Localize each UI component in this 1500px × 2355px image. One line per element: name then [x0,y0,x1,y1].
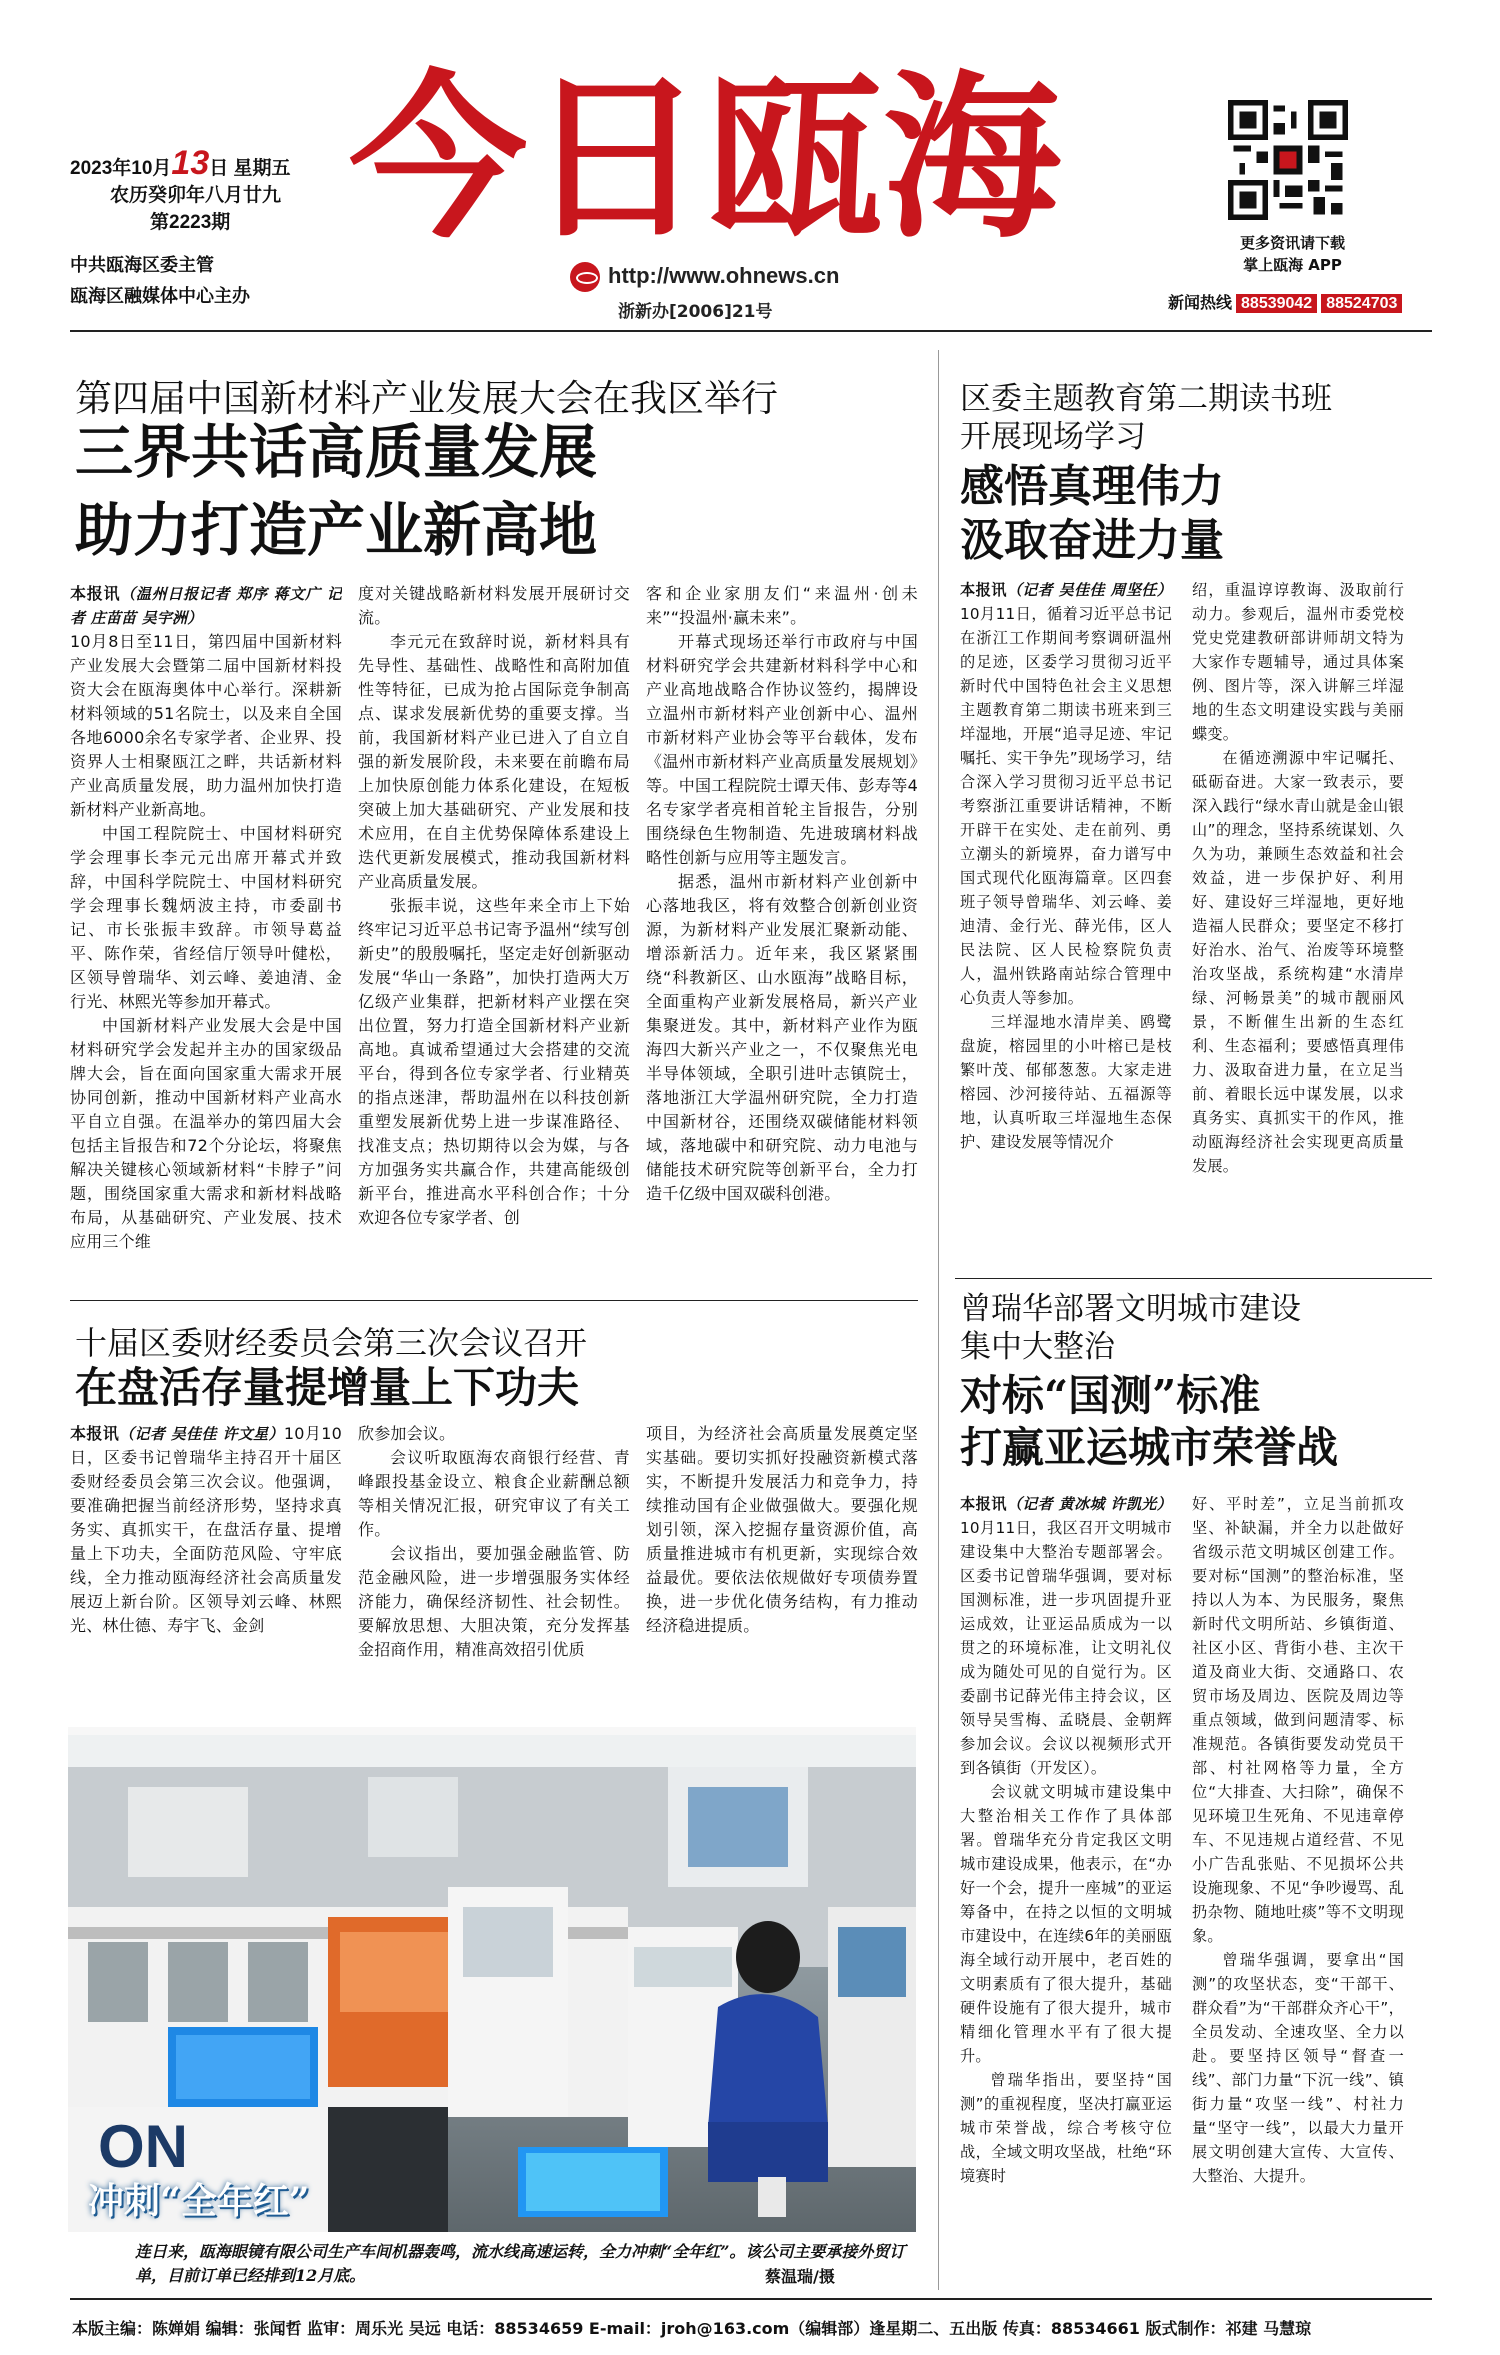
article2-paragraph: 欣参加会议。 [358,1424,456,1443]
article1-column-1 [70,582,342,1348]
date-prefix: 2023年10月 [70,158,172,179]
article4-column-2 [1192,1492,1404,2284]
article2-paragraph: 10月10日，区委书记曾瑞华主持召开十届区委财经委员会第三次会议。他强调，要准确把握当前经济形势，坚持求真务实、真抓实干，在盘活存量、提增量上下功夫，全面防范风险、守牢底线，全力推动瓯海经济社会高质量发展迈上新台阶。区领导刘云峰、林熙光、林仕德、寿宇飞、金剑 [70,1424,342,1635]
article1-paragraph: 张振丰说，这些年来全市上下始终牢记习近平总书记寄予温州“续写创新史”的殷殷嘱托，坚定走好创新驱动发展“华山一条路”，加快打造两大万亿级产业集群，把新材料产业摆在突出位置，努力打造全国新材料产业新高地。真诚希望通过大会搭建的交流平台，得到各位专家学者、行业精英的指点迷津，帮助温州在以科技创新重塑发展新优势上进一步谋准路径、找准支点；热切期待以会为媒，与各方加强务实共赢合作，共建高能级创新平台，推进高水平科创合作；十分欢迎各位专家学者、创 [358,896,630,1227]
qr-caption-line1: 更多资讯请下载 [1239,234,1345,252]
qr-code-icon[interactable] [1228,100,1348,220]
hotline-number-1[interactable]: 88539042 [1236,294,1317,313]
article3-headline-2: 汲取奋进力量 [960,515,1224,566]
article1-paragraph: 客和企业家朋友们“来温州·创未来”“投温州·赢未来”。 [646,584,918,627]
title-text: 今日瓯海 [349,53,1061,260]
article1-paragraph: 李元元在致辞时说，新材料具有先导性、基础性、战略性和高附加值性等特征，已成为抢占国际竞争制高点、谋求发展新优势的重要支撑。当前，我国新材料产业已进入了自立自强的新发展阶段，未来要在前瞻布局上加快原创能力体系化建设，在短板突破上加大基础研究、产业发展和技术应用，在自主优势保障体系建设上迭代更新发展模式，推动我国新材料产业高质量发展。 [358,632,630,891]
article3-kicker-2: 开展现场学习 [960,419,1146,455]
factory-photo [68,1727,916,2232]
photo-credit: 蔡温瑞/摄 [765,2267,835,2286]
article1-paragraph: 度对关键战略新材料发展开展研讨交流。 [358,584,630,627]
article2-column-2 [358,1422,630,1710]
photo-caption: 连日来，瓯海眼镜有限公司生产车间机器轰鸣，流水线高速运转，全力冲刺“全年红”。该公司主要承接外贸订单，目前订单已经排到12月底。 [135,2242,906,2285]
photo-caption-badge: 冲刺“全年红” [88,2180,310,2222]
article2-paragraph: 会议指出，要加强金融监管、防范金融风险，进一步增强服务实体经济能力，确保经济韧性、社会韧性。要解放思想、大胆决策，充分发挥基金招商作用，精准高效招引优质 [358,1544,630,1659]
article1-divider [70,1300,918,1301]
footer-credits: 本版主编：陈婵娟 编辑：张闻哲 监审：周乐光 吴远 电话：88534659 E-mail：jroh@163.com（编辑部）逢星期二、五出版 传真：88534661 版式制作：祁建 马慧琼 [72,2319,1312,2338]
article2-kicker: 十届区委财经委员会第三次会议召开 [75,1324,588,1362]
article1-byline: （温州日报记者 郑序 蒋文广 记者 庄苗苗 吴宇洲） [70,585,342,627]
date-day: 13 [171,144,210,182]
article4-headline-2: 打赢亚运城市荣誉战 [960,1423,1339,1472]
masthead-divider [70,330,1432,332]
article2-headline: 在盘活存量提增量上下功夫 [75,1363,580,1412]
article4-headline-1: 对标“国测”标准 [960,1371,1261,1420]
article4-kicker-1: 曾瑞华部署文明城市建设 [960,1291,1301,1327]
article3-column-1 [960,578,1172,1290]
article3-kicker-1: 区委主题教育第二期读书班 [960,381,1332,417]
masthead [0,0,1500,325]
article1-paragraph: 中国新材料产业发展大会是中国材料研究学会发起并主办的国家级品牌大会，旨在面向国家重大需求开展协同创新，推动中国新材料产业高水平自立自强。在温举办的第四届大会包括主旨报告和72个分论坛，将聚焦解决关键核心领域新材料“卡脖子”问题，围绕国家重大需求和新材料战略布局，从基础研究、产业发展、技术应用三个维 [70,1016,342,1251]
footer-divider [70,2298,1432,2300]
article3-tag: 本报讯 [960,581,1007,599]
article2-byline: （记者 吴佳佳 许文星） [119,1425,284,1443]
article2-column-1 [70,1422,342,1710]
globe-icon [570,262,600,292]
article2-paragraph: 项目，为经济社会高质量发展奠定坚实基础。要切实抓好投融资新模式落实，不断提升发展活力和竞争力，持续推动国有企业做强做大。要强化规划引领，深入挖掘存量资源价值，高质量推进城市有机更新，实现综合效益最优。要依法依规做好专项债券置换，进一步优化债务结构，有力推动经济稳进提质。 [646,1424,918,1635]
article2-paragraph: 会议听取瓯海农商银行经营、青峰跟投基金设立、粮食企业薪酬总额等相关情况汇报，研究审议了有关工作。 [358,1448,630,1539]
article3-headline-1: 感悟真理伟力 [960,461,1224,512]
publish-date [70,144,291,182]
column-divider [938,350,939,2290]
article2-column-3 [646,1422,918,1710]
issue-number: 第2223期 [150,212,231,233]
article4-paragraph: 10月11日，我区召开文明城市建设集中大整治专题部署会。区委书记曾瑞华强调，要对标国测标准，进一步巩固提升亚运成效，让亚运品质成为一以贯之的环境标准，让文明礼仪成为随处可见的自觉行为。区委副书记薛光伟主持会议，区领导吴雪梅、孟晓晨、金朝辉参加会议。会议以视频形式开到各镇街（开发区）。 [960,1519,1172,1777]
article4-tag: 本报讯 [960,1495,1007,1513]
article4-column-1 [960,1492,1172,2284]
org-block [70,250,250,312]
article4-paragraph: 曾瑞华指出，要坚持“国测”的重视程度，坚决打赢亚运城市荣誉战，综合考核守位战，全域文明攻坚战，杜绝“环境赛时 [960,2071,1172,2185]
article3-paragraph: 三垟湿地水清岸美、鸥鹭盘旋，榕园里的小叶榕已是枝繁叶茂、郁郁葱葱。大家走进榕园、沙河接待站、五福源等地，认真听取三垟湿地生态保护、建设发展等情况介 [960,1013,1172,1151]
article1-paragraph: 中国工程院院士、中国材料研究学会理事长李元元出席开幕式并致辞，中国科学院院士、中国材料研究学会理事长魏炳波主持，市委副书记、市长张振丰致辞。市领导葛益平、陈作荣，省经信厅领导叶健松，区领导曾瑞华、刘云峰、姜迪清、金行光、林熙光等参加开幕式。 [70,824,342,1011]
article3-byline: （记者 吴佳佳 周坚任） [1006,581,1172,599]
article3-paragraph: 在循迹溯源中牢记嘱托、砥砺奋进。大家一致表示，要深入践行“绿水青山就是金山银山”的理念，坚持系统谋划、久久为功，兼顾生态效益和社会效益，进一步保护好、利用好、建设好三垟湿地，更好地造福人民群众；要坚定不移打好治水、治气、治废等环境整治攻坚战，系统构建“水清岸绿、河畅景美”的城市靓丽风景，不断催生出新的生态红利、生态福利；要感悟真理伟力、汲取奋进力量，在立足当前、着眼长远中谋发展，以求真务实、真抓实干的作风，推动瓯海经济社会实现更高质量发展。 [1192,749,1404,1175]
article2-tag: 本报讯 [70,1424,120,1443]
website-url[interactable] [570,262,839,292]
article1-column-2 [358,582,630,1348]
article4-paragraph: 会议就文明城市建设集中大整治相关工作作了具体部署。曾瑞华充分肯定我区文明城市建设成果，他表示，在“办好一个会，提升一座城”的亚运筹备中，在持之以恒的文明城市建设中，在连续6年的美丽瓯海全域行动开展中，老百姓的文明素质有了很大提升，基础硬件设施有了很大提升，城市精细化管理水平有了很大提升。 [960,1783,1172,2065]
news-hotline [1168,290,1402,313]
article1-headline-2: 助力打造产业新高地 [75,496,598,564]
article1-headline-1: 三界共话高质量发展 [75,418,598,486]
url-text[interactable]: http://www.ohnews.cn [608,262,840,288]
qr-caption [1195,232,1390,276]
article3-column-2 [1192,578,1404,1290]
article4-byline: （记者 黄冰城 许凯光） [1006,1495,1172,1513]
article1-kicker: 第四届中国新材料产业发展大会在我区举行 [75,377,778,420]
article4-paragraph: 好、平时差”，立足当前抓攻坚、补缺漏，并全力以赴做好省级示范文明城区创建工作。要对标“国测”的整治标准，坚持以人为本、为民服务，聚焦新时代文明所站、乡镇街道、社区小区、背街小巷、主次干道及商业大街、交通路口、农贸市场及周边、医院及周边等重点领域，做到问题清零、标准规范。各镇街要发动党员干部、村社网格等力量，全方位“大排查、大扫除”，确保不见环境卫生死角、不见违章停车、不见违规占道经营、不见小广告乱张贴、不见损坏公共设施现象、不见“争吵谩骂、乱扔杂物、随地吐痰”等不文明现象。 [1192,1495,1404,1945]
article1-tag: 本报讯 [70,584,121,603]
article1-paragraph: 开幕式现场还举行市政府与中国材料研究学会共建新材料科学中心和产业高地战略合作协议签约，揭牌设立温州市新材料产业创新中心、温州市新材料产业协会等平台载体，发布《温州市新材料产业高质量发展规划》等。中国工程院院士谭天伟、彭寿等4名专家学者亮相首轮主旨报告，分别围绕绿色生物制造、先进玻璃材料战略性创新与应用等主题发言。 [646,632,918,867]
qr-caption-line2: 掌上瓯海 APP [1243,256,1342,274]
svg-text:ON: ON [98,2113,188,2180]
article1-paragraph: 据悉，温州市新材料产业创新中心落地我区，将有效整合创新创业资源，为新材料产业发展汇聚新动能、增添新活力。近年来，我区紧紧围绕“科教新区、山水瓯海”战略目标，全面重构产业新发展格局，新兴产业集聚迸发。其中，新材料产业作为瓯海四大新兴产业之一，不仅聚焦光电半导体领域，全职引进叶志镇院士，落地浙江大学温州研究院，全力打造中国新材谷，还围绕双碳储能材料领域，落地碳中和研究院、动力电池与储能技术研究院等创新平台，全力打造千亿级中国双碳科创港。 [646,872,918,1203]
date-block [70,144,291,236]
article3-paragraph: 10月11日，循着习近平总书记在浙江工作期间考察调研温州的足迹，区委学习贯彻习近平新时代中国特色社会主义思想主题教育第二期读书班来到三垟湿地，开展“追寻足迹、牢记嘱托、实干争先”现场学习，结合深入学习贯彻习近平总书记考察浙江重要讲话精神，不断开辟干在实处、走在前列、勇立潮头的新境界，奋力谱写中国式现代化瓯海篇章。区四套班子领导曾瑞华、刘云峰、姜迪清、金行光、薛光伟，区人民法院、区人民检察院负责人，温州铁路南站综合管理中心负责人等参加。 [960,605,1172,1007]
permit-number: 浙新办[2006]21号 [618,302,773,322]
hotline-label: 新闻热线 [1168,293,1233,312]
date-suffix: 日 星期五 [209,158,291,179]
article3-divider [955,1278,1432,1279]
lunar-date: 农历癸卯年八月廿九 [110,185,282,206]
org-sponsor: 瓯海区融媒体中心主办 [70,286,250,307]
article1-paragraph: 10月8日至11日，第四届中国新材料产业发展大会暨第二届中国新材料投资大会在瓯海奥体中心举行。深耕新材料领域的51名院士，以及来自全国各地6000余名专家学者、企业界、投资界人士相聚瓯江之畔，共话新材料产业高质量发展，助力温州加快打造新材料产业新高地。 [70,632,342,819]
org-supervisor: 中共瓯海区委主管 [70,255,214,276]
article4-paragraph: 曾瑞华强调，要拿出“国测”的攻坚状态，变“干部干、群众看”为“干部群众齐心干”，全员发动、全速攻坚、全力以赴。要坚持区领导“督查一线”、部门力量“下沉一线”、镇街力量“攻坚一线”、村社力量“坚守一线”，以最大力量开展文明创建大宣传、大宣传、大整治、大提升。 [1192,1951,1404,2185]
newspaper-title-logo [345,50,1065,260]
article1-column-3 [646,582,918,1348]
hotline-number-2[interactable]: 88524703 [1321,294,1402,313]
article3-paragraph: 绍，重温谆谆教诲、汲取前行动力。参观后，温州市委党校党史党建教研部讲师胡文特为大家作专题辅导，通过具体案例、图片等，深入讲解三垟湿地的生态文明建设实践与美丽蝶变。 [1192,581,1404,743]
article4-kicker-2: 集中大整治 [960,1329,1115,1365]
factory-photo-image [68,1727,916,2232]
